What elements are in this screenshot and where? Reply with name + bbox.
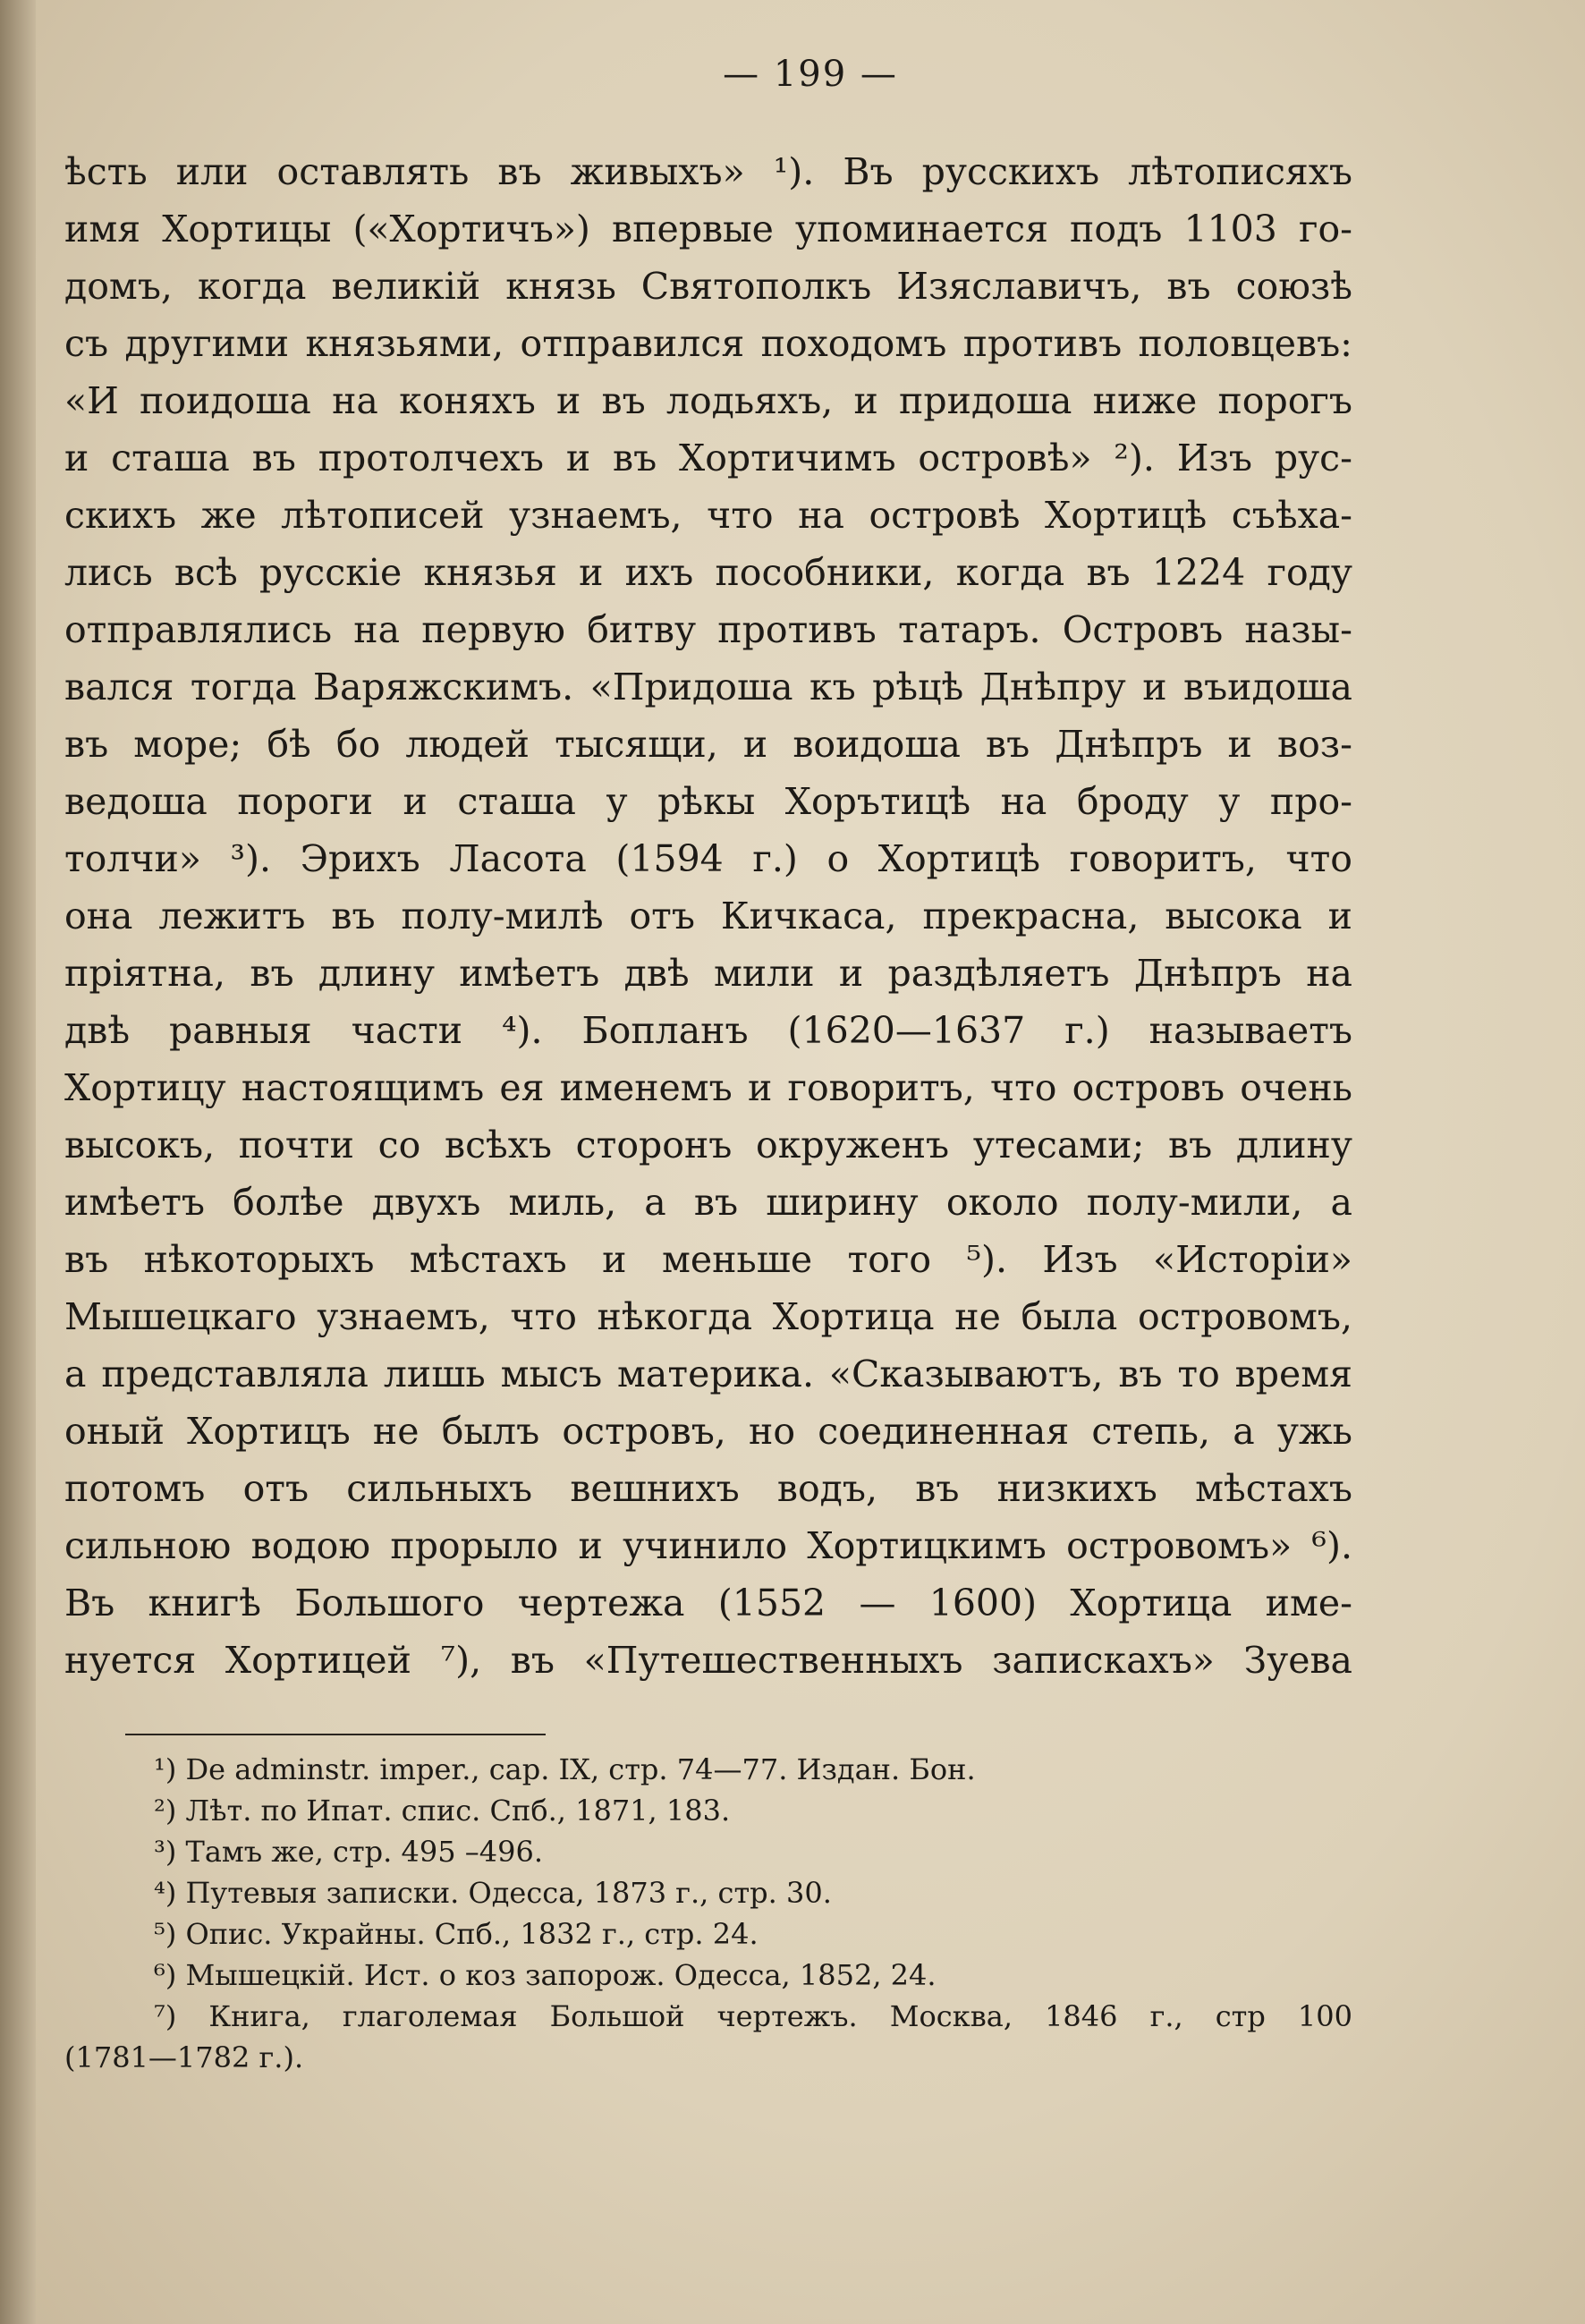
text-line: двѣ равныя части ⁴). Бопланъ (1620—1637 г.) называетъ — [64, 1009, 1352, 1052]
text-line: домъ, когда великій князь Святополкъ Изяславичъ, въ союзѣ — [64, 265, 1352, 308]
text-line: Въ книгѣ Большого чертежа (1552 — 1600) Хортица име- — [64, 1582, 1352, 1624]
footnote: ³) Тамъ же, стр. 495 –496. — [154, 1835, 543, 1869]
text-line: высокъ, почти со всѣхъ сторонъ окруженъ утесами; въ длину — [64, 1124, 1352, 1166]
text-line: и сташа въ протолчехъ и въ Хортичимъ островѣ» ²). Изъ рус- — [64, 437, 1352, 479]
footnote: ⁶) Мышецкій. Ист. о коз запорож. Одесса, 1852, 24. — [154, 1958, 937, 1992]
text-line: Мышецкаго узнаемъ, что нѣкогда Хортица не была островомъ, — [64, 1295, 1352, 1338]
text-line: Хортицу настоящимъ ея именемъ и говоритъ, что островъ очень — [64, 1066, 1352, 1109]
footnote-continuation: (1781—1782 г.). — [64, 2040, 304, 2074]
footnote: ⁷) Книга, глаголемая Большой чертежъ. Москва, 1846 г., стр 100 — [154, 1999, 1352, 2033]
footnote-divider — [125, 1734, 546, 1735]
text-line: потомъ отъ сильныхъ вешнихъ водъ, въ низкихъ мѣстахъ — [64, 1467, 1352, 1510]
footnote: ¹) De adminstr. imper., cap. IX, стр. 74—77. Издан. Бон. — [154, 1752, 976, 1786]
text-line: въ море; бѣ бо людей тысящи, и воидоша въ Днѣпръ и воз- — [64, 723, 1352, 766]
text-line: имѣетъ болѣе двухъ миль, а въ ширину около полу-мили, а — [64, 1181, 1352, 1224]
text-line: въ нѣкоторыхъ мѣстахъ и меньше того ⁵). Изъ «Исторіи» — [64, 1238, 1352, 1281]
text-line: ѣсть или оставлять въ живыхъ» ¹). Въ русскихъ лѣтописяхъ — [64, 150, 1352, 193]
footnotes — [64, 1749, 1352, 2078]
page-gutter-shadow — [0, 0, 36, 2324]
text-line: оный Хортицъ не былъ островъ, но соединенная степь, а ужь — [64, 1410, 1352, 1453]
text-line: отправлялись на первую битву противъ татаръ. Островъ назы- — [64, 608, 1352, 651]
text-line: ведоша пороги и сташа у рѣкы Хорътицѣ на броду у про- — [64, 780, 1352, 823]
footnote: ⁴) Путевыя записки. Одесса, 1873 г., стр. 30. — [154, 1876, 832, 1910]
text-line: сильною водою прорыло и учинило Хортицкимъ островомъ» ⁶). — [64, 1524, 1352, 1567]
footnote: ⁵) Опис. Украйны. Спб., 1832 г., стр. 24. — [154, 1917, 759, 1951]
text-line: «И поидоша на коняхъ и въ лодьяхъ, и придоша ниже порогъ — [64, 379, 1352, 422]
text-line: имя Хортицы («Хортичъ») впервые упоминается подъ 1103 го- — [64, 208, 1352, 250]
footnote: ²) Лѣт. по Ипат. спис. Спб., 1871, 183. — [154, 1794, 731, 1828]
text-line: съ другими князьями, отправился походомъ противъ половцевъ: — [64, 322, 1352, 365]
text-line: вался тогда Варяжскимъ. «Придоша къ рѣцѣ Днѣпру и въидоша — [64, 666, 1352, 708]
text-line: нуется Хортицей ⁷), въ «Путешественныхъ запискахъ» Зуева — [64, 1639, 1352, 1682]
text-line: скихъ же лѣтописей узнаемъ, что на островѣ Хортицѣ съѣха- — [64, 494, 1352, 537]
main-text — [64, 143, 1352, 1689]
text-line: а представляла лишь мысъ материка. «Сказываютъ, въ то время — [64, 1353, 1352, 1395]
text-line: толчи» ³). Эрихъ Ласота (1594 г.) о Хортицѣ говоритъ, что — [64, 837, 1352, 880]
text-line: лись всѣ русскіе князья и ихъ пособники, когда въ 1224 году — [64, 551, 1352, 594]
text-line: она лежитъ въ полу-милѣ отъ Кичкаса, прекрасна, высока и — [64, 895, 1352, 937]
text-line: пріятна, въ длину имѣетъ двѣ мили и раздѣляетъ Днѣпръ на — [64, 952, 1352, 995]
page-number: — 199 — — [723, 54, 898, 95]
